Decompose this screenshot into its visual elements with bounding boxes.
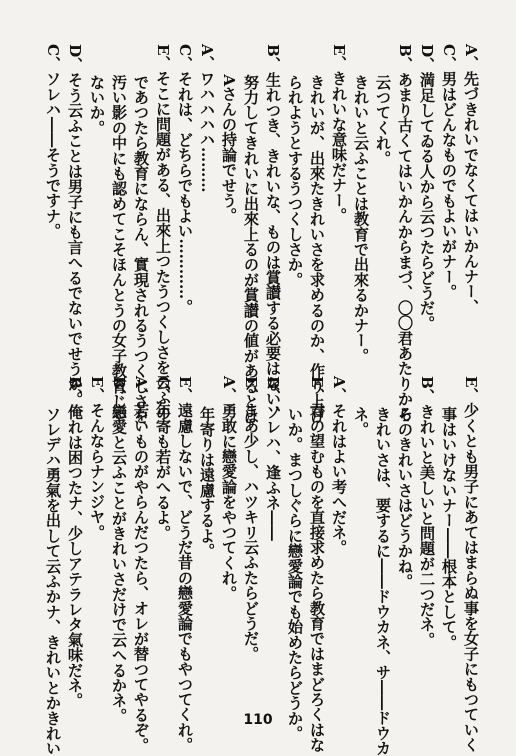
lower-dialogue-line: 年寄りは遠慮するよ。 bbox=[198, 376, 216, 559]
upper-dialogue-line: 云つてくれ。 bbox=[374, 44, 392, 166]
lower-dialogue-line: B、きれいと美しいと問題が二つだネ。 bbox=[418, 376, 436, 648]
upper-dialogue-line: きれいと云ふことは教育で出來るかナー。 bbox=[352, 44, 370, 364]
upper-dialogue-line: きれいが、出來たきれいさを求めるのか、作り上げ bbox=[308, 44, 326, 424]
lower-dialogue-line: E、君の望むものを直接求めたら教育ではまどろくはな bbox=[308, 376, 326, 753]
upper-dialogue-line: られようとするうつくしさか。 bbox=[286, 44, 304, 288]
lower-dialogue-line: C、年寄も若がへるよ。 bbox=[154, 376, 172, 541]
upper-dialogue-line: C、男はどんなものでもよいがナー。 bbox=[440, 44, 458, 300]
lower-dialogue-line: E、遠慮しないで、どうだ昔の戀愛論でもやつてくれ。 bbox=[176, 376, 194, 753]
lower-dialogue-line: ソレデハ勇氣を出して云ふかナ、きれいとかきれい bbox=[44, 376, 62, 756]
lower-dialogue-line: いか。まつしぐらに戀愛論でも始めたらどうか。 bbox=[286, 376, 304, 741]
upper-dialogue-line: D、そう云ふことは男子にも言へるでないでせうか。 bbox=[66, 44, 84, 407]
lower-dialogue-line: E、そんならナンジヤ。 bbox=[88, 376, 106, 540]
lower-dialogue-line: A、勇敢に戀愛論をやつてくれ。 bbox=[220, 376, 238, 601]
upper-dialogue-line: であつたら教育にならん、實現されるうつくしさを bbox=[132, 44, 150, 424]
upper-dialogue-line: A、先づきれいでなくてはいかんナー、 bbox=[462, 44, 480, 315]
lower-dialogue-line: B、戀愛と云ふことがきれいさだけで云へるかネ。 bbox=[110, 376, 128, 724]
upper-dialogue-line: Aさんの持論でせう。 bbox=[220, 44, 238, 223]
upper-dialogue-line: ないか。 bbox=[88, 44, 106, 136]
lower-dialogue-line: E、少くとも男子にあてはまらぬ事を女子にもつていく bbox=[462, 376, 480, 753]
lower-dialogue-line: B、ソレハ、逢ふネ―― bbox=[264, 376, 282, 541]
lower-dialogue-line: A、若いものがやらんだつたら、オレが替つてやるぞ。 bbox=[132, 376, 150, 753]
lower-dialogue-line: ネ。 bbox=[352, 376, 370, 437]
lower-dialogue-line: そのきれいさはどうかね。 bbox=[396, 376, 414, 589]
upper-dialogue-line: E、きれいな意味だナー。 bbox=[330, 44, 348, 223]
upper-dialogue-line: D、満足してゐる人から云つたらどうだ。 bbox=[418, 44, 436, 331]
upper-dialogue-block bbox=[2, 44, 482, 424]
upper-dialogue-line: C、それは、どちらでもよい…………。 bbox=[176, 44, 194, 315]
upper-dialogue-line: C、ソレハ――そうですナ。 bbox=[44, 44, 62, 239]
upper-dialogue-line: A、ワハハハハ……… bbox=[198, 44, 216, 193]
upper-dialogue-line: 努力してきれいに出來上るのが賞讃の値があるとは bbox=[242, 44, 260, 424]
upper-dialogue-line: B、生れつき、きれいな、ものは賞讃する必要はない、 bbox=[264, 44, 282, 422]
page-number: 110 bbox=[243, 712, 273, 728]
lower-dialogue-line: きれいさは、要するに――ドウカネ、サ――ドウカ bbox=[374, 376, 392, 756]
upper-dialogue-line: B、あまり古くてはいかんからまづ、〇〇君あたりから bbox=[396, 44, 414, 422]
upper-dialogue-line: 汚い影の中にも認めてこそほんとうの女子教育じや bbox=[110, 44, 128, 424]
upper-dialogue-line: E、そこに問題がある、出來上つたうつくしさを云ふの bbox=[154, 44, 172, 421]
lower-dialogue-line: B、俺れは困つたナ、少しアテラレタ氣味だネ。 bbox=[66, 376, 84, 709]
lower-dialogue-line: 事はいけないナー――根本として。 bbox=[440, 376, 458, 650]
lower-dialogue-line: A、それはよい考へだネ。 bbox=[330, 376, 348, 555]
lower-dialogue-line: E、まあ少し、ハツキリ云ふたらどうだ。 bbox=[242, 376, 260, 662]
